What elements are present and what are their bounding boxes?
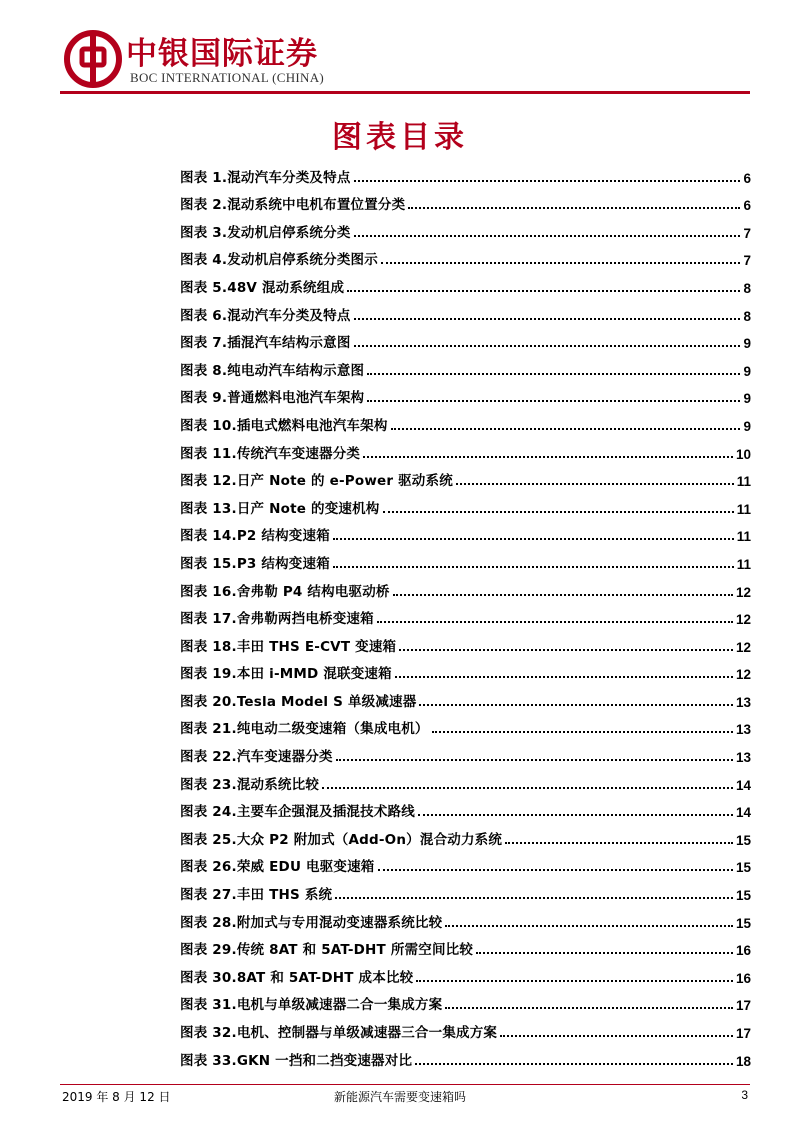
toc-entry-label: 图表 25.大众 P2 附加式（Add-On）混合动力系统	[180, 831, 503, 848]
toc-entry-label: 图表 16.舍弗勒 P4 结构电驱动桥	[180, 583, 390, 600]
toc-entry-label: 图表 17.舍弗勒两挡电桥变速箱	[180, 611, 374, 628]
toc-entry[interactable]	[180, 600, 751, 628]
toc-entry-page: 17	[735, 1026, 751, 1041]
toc-dot-leader	[378, 869, 733, 871]
toc-dot-leader	[381, 262, 741, 264]
toc-entry[interactable]	[180, 406, 751, 434]
toc-entry[interactable]	[180, 351, 751, 379]
toc-dot-leader	[354, 318, 741, 320]
toc-entry[interactable]	[180, 517, 751, 545]
toc-entry-page: 7	[743, 253, 751, 269]
footer-title: 新能源汽车需要变速箱吗	[333, 1090, 466, 1104]
toc-entry[interactable]	[180, 241, 751, 269]
toc-entry-page: 12	[735, 667, 751, 683]
toc-entry-page: 9	[743, 418, 751, 434]
toc-dot-leader	[456, 483, 734, 485]
toc-dot-leader	[333, 566, 734, 568]
toc-dot-leader	[445, 1007, 733, 1009]
toc-dot-leader	[399, 649, 733, 651]
toc-entry-page: 9	[743, 336, 751, 352]
table-of-figures	[180, 158, 751, 1069]
toc-entry-page: 10	[735, 446, 751, 462]
toc-entry-label: 图表 3.发动机启停系统分类	[180, 224, 351, 241]
toc-entry-label: 图表 23.混动系统比较	[180, 776, 320, 793]
toc-entry[interactable]	[180, 158, 751, 186]
toc-entry-label: 图表 20.Tesla Model S 单级减速器	[180, 693, 417, 710]
toc-entry-page: 15	[735, 915, 751, 931]
toc-entry-label: 图表 19.本田 i-MMD 混联变速箱	[180, 666, 392, 683]
toc-entry[interactable]	[180, 572, 751, 600]
toc-entry[interactable]	[180, 186, 751, 214]
toc-entry-page: 12	[735, 612, 751, 628]
brand-name-cn: 中银国际证券	[126, 36, 318, 72]
header-divider	[60, 91, 750, 94]
toc-entry[interactable]	[180, 1041, 751, 1069]
toc-entry[interactable]	[180, 489, 751, 517]
toc-entry-page: 16	[735, 970, 751, 986]
toc-dot-leader	[432, 731, 733, 733]
toc-dot-leader	[395, 676, 733, 678]
toc-dot-leader	[418, 814, 733, 816]
toc-dot-leader	[445, 925, 733, 927]
toc-entry-label: 图表 6.混动汽车分类及特点	[180, 307, 351, 324]
toc-entry-page: 9	[743, 363, 751, 379]
toc-entry-label: 图表 21.纯电动二级变速箱（集成电机）	[180, 721, 429, 738]
toc-entry-page: 6	[743, 170, 751, 186]
toc-entry[interactable]	[180, 655, 751, 683]
toc-entry-label: 图表 4.发动机启停系统分类图示	[180, 252, 378, 269]
toc-entry-label: 图表 9.普通燃料电池汽车架构	[180, 390, 365, 407]
toc-entry-label: 图表 31.电机与单级减速器二合一集成方案	[180, 997, 443, 1014]
toc-entry-label: 图表 1.混动汽车分类及特点	[180, 169, 351, 186]
footer-page-number: 3	[741, 1088, 748, 1102]
toc-entry[interactable]	[180, 1013, 751, 1041]
toc-entry-label: 图表 8.纯电动汽车结构示意图	[180, 362, 365, 379]
toc-dot-leader	[391, 428, 741, 430]
toc-entry-label: 图表 18.丰田 THS E-CVT 变速箱	[180, 638, 397, 655]
toc-entry[interactable]	[180, 627, 751, 655]
toc-dot-leader	[505, 842, 733, 844]
toc-entry-page: 8	[743, 280, 751, 296]
toc-entry[interactable]	[180, 682, 751, 710]
toc-entry-label: 图表 11.传统汽车变速器分类	[180, 445, 361, 462]
toc-entry[interactable]	[180, 820, 751, 848]
toc-entry[interactable]	[180, 462, 751, 490]
toc-entry-page: 17	[735, 998, 751, 1014]
toc-dot-leader	[476, 952, 733, 954]
toc-entry[interactable]	[180, 324, 751, 352]
footer-divider	[60, 1084, 750, 1085]
brand-name-en: BOC INTERNATIONAL (CHINA)	[130, 70, 325, 85]
toc-dot-leader	[367, 400, 740, 402]
toc-entry-page: 18	[735, 1053, 751, 1069]
toc-entry-page: 7	[743, 225, 751, 241]
toc-dot-leader	[419, 704, 733, 706]
toc-entry-page: 13	[735, 722, 751, 738]
toc-dot-leader	[335, 897, 733, 899]
toc-dot-leader	[322, 787, 733, 789]
toc-dot-leader	[415, 1063, 733, 1065]
toc-entry-page: 11	[736, 501, 751, 517]
toc-dot-leader	[363, 456, 733, 458]
toc-entry-page: 12	[735, 639, 751, 655]
toc-entry[interactable]	[180, 296, 751, 324]
toc-dot-leader	[333, 538, 734, 540]
toc-entry[interactable]	[180, 710, 751, 738]
toc-dot-leader	[500, 1035, 733, 1037]
toc-entry-label: 图表 28.附加式与专用混动变速器系统比较	[180, 914, 443, 931]
toc-entry[interactable]	[180, 931, 751, 959]
toc-entry-page: 11	[736, 474, 751, 490]
toc-entry-page: 13	[735, 750, 751, 766]
toc-entry[interactable]	[180, 379, 751, 407]
toc-entry-page: 15	[735, 860, 751, 876]
toc-entry[interactable]	[180, 875, 751, 903]
toc-entry[interactable]	[180, 765, 751, 793]
toc-entry-page: 15	[735, 832, 751, 848]
toc-entry[interactable]	[180, 268, 751, 296]
page-header	[60, 22, 750, 92]
toc-entry-label: 图表 33.GKN 一挡和二挡变速器对比	[180, 1052, 413, 1069]
toc-entry-page: 13	[735, 694, 751, 710]
toc-entry-label: 图表 29.传统 8AT 和 5AT-DHT 所需空间比较	[180, 942, 474, 959]
toc-entry-page: 6	[743, 198, 751, 214]
toc-dot-leader	[416, 980, 733, 982]
toc-entry-page: 12	[735, 584, 751, 600]
toc-entry-label: 图表 15.P3 结构变速箱	[180, 555, 330, 572]
footer-date: 2019 年 8 月 12 日	[62, 1090, 171, 1104]
toc-dot-leader	[408, 207, 740, 209]
toc-entry[interactable]	[180, 737, 751, 765]
boc-logo-icon	[64, 30, 122, 88]
page-title: 图表目录	[332, 120, 468, 155]
toc-entry[interactable]	[180, 793, 751, 821]
toc-dot-leader	[336, 759, 733, 761]
toc-entry-label: 图表 13.日产 Note 的变速机构	[180, 500, 380, 517]
toc-entry[interactable]	[180, 544, 751, 572]
toc-dot-leader	[354, 180, 741, 182]
toc-entry-page: 14	[735, 777, 751, 793]
toc-dot-leader	[367, 373, 740, 375]
toc-dot-leader	[354, 345, 741, 347]
toc-dot-leader	[354, 235, 741, 237]
toc-entry-label: 图表 24.主要车企强混及插混技术路线	[180, 804, 415, 821]
toc-entry[interactable]	[180, 986, 751, 1014]
toc-dot-leader	[383, 511, 734, 513]
toc-entry-label: 图表 2.混动系统中电机布置位置分类	[180, 197, 406, 214]
toc-entry-page: 15	[735, 888, 751, 904]
toc-entry-page: 9	[743, 391, 751, 407]
toc-dot-leader	[347, 290, 740, 292]
toc-entry[interactable]	[180, 848, 751, 876]
toc-entry-page: 14	[735, 805, 751, 821]
toc-entry-label: 图表 30.8AT 和 5AT-DHT 成本比较	[180, 969, 414, 986]
toc-entry-page: 8	[743, 308, 751, 324]
toc-entry-label: 图表 7.插混汽车结构示意图	[180, 335, 351, 352]
toc-entry[interactable]	[180, 434, 751, 462]
toc-entry-label: 图表 26.荣威 EDU 电驱变速箱	[180, 859, 375, 876]
toc-entry[interactable]	[180, 958, 751, 986]
toc-entry[interactable]	[180, 903, 751, 931]
toc-dot-leader	[393, 594, 733, 596]
toc-entry-label: 图表 10.插电式燃料电池汽车架构	[180, 417, 388, 434]
toc-entry-label: 图表 32.电机、控制器与单级减速器三合一集成方案	[180, 1025, 498, 1041]
toc-entry-page: 11	[736, 529, 751, 545]
toc-entry-page: 16	[735, 943, 751, 959]
toc-entry-page: 11	[736, 556, 751, 572]
toc-dot-leader	[377, 621, 733, 623]
toc-entry-label: 图表 22.汽车变速器分类	[180, 749, 333, 766]
toc-entry-label: 图表 12.日产 Note 的 e-Power 驱动系统	[180, 473, 453, 490]
toc-entry[interactable]	[180, 213, 751, 241]
toc-entry-label: 图表 5.48V 混动系统组成	[180, 279, 345, 296]
toc-entry-label: 图表 14.P2 结构变速箱	[180, 528, 330, 545]
toc-entry-label: 图表 27.丰田 THS 系统	[180, 887, 333, 904]
